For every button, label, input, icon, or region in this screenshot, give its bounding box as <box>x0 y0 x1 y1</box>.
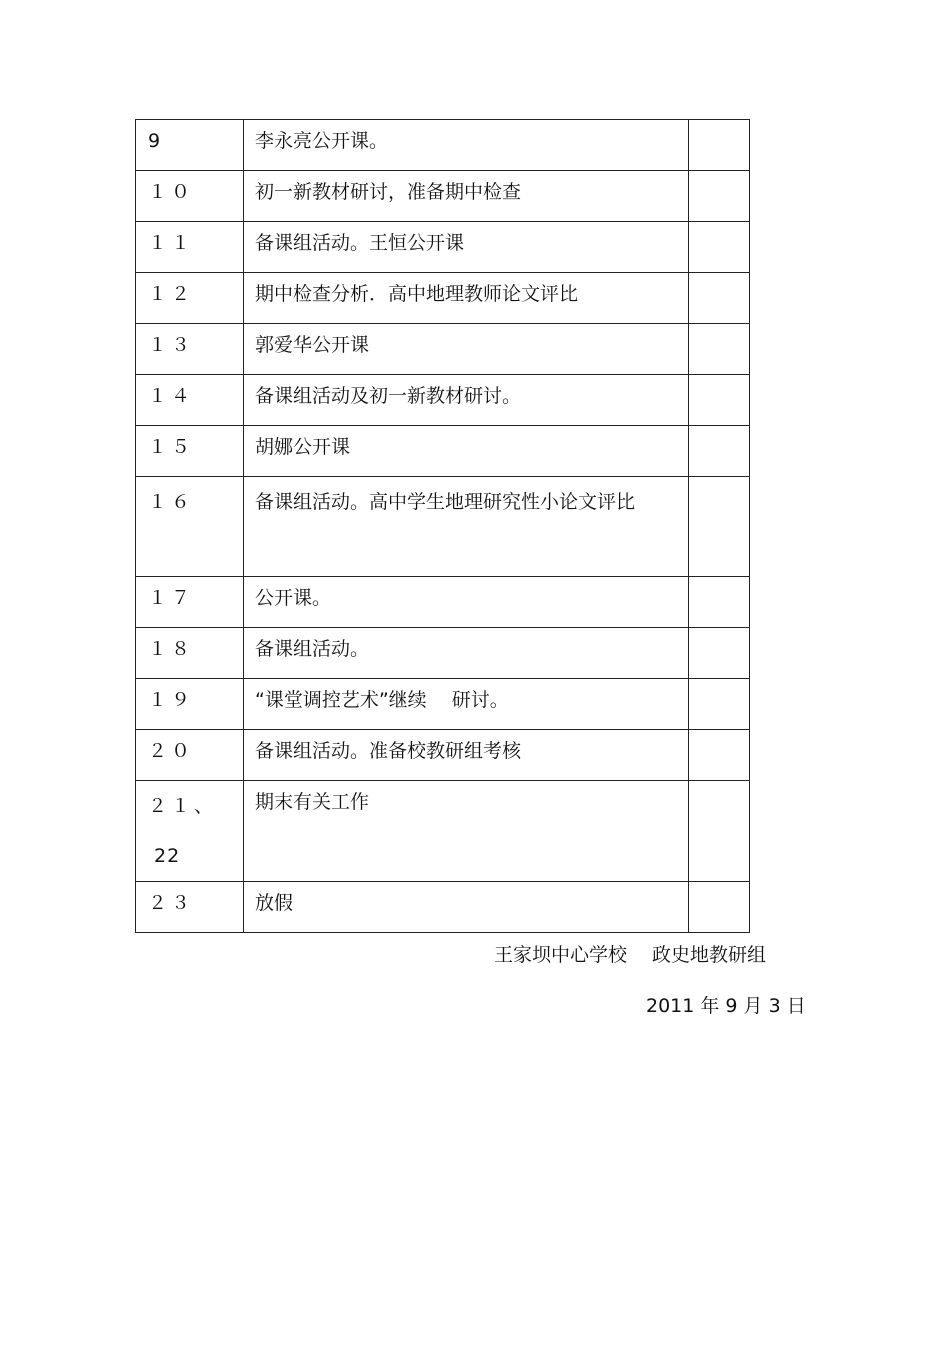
note-text <box>689 324 749 332</box>
week-cell <box>136 577 244 628</box>
content-cell <box>244 781 689 882</box>
week-number: １２ <box>148 283 195 305</box>
table-row <box>136 222 750 273</box>
table-row <box>136 781 750 882</box>
activity-text: 公开课。 <box>255 587 332 609</box>
table-row <box>136 426 750 477</box>
table-row <box>136 882 750 933</box>
week-number: １４ <box>148 385 195 407</box>
activity-text: 备课组活动。准备校教研组考核 <box>255 740 522 762</box>
week-number: １７ <box>148 587 195 609</box>
note-cell <box>689 426 750 477</box>
note-cell <box>689 222 750 273</box>
note-cell <box>689 628 750 679</box>
activity-text: 放假 <box>255 892 294 914</box>
note-text <box>689 882 749 890</box>
note-cell <box>689 730 750 781</box>
note-cell <box>689 781 750 882</box>
week-number: １８ <box>148 638 195 660</box>
footer-organization: 王家坝中心学校 政史地教研组 <box>494 944 767 966</box>
table-row <box>136 120 750 171</box>
week-number: １６ <box>148 491 195 513</box>
week-number: 9 <box>148 130 165 152</box>
note-cell <box>689 375 750 426</box>
week-cell <box>136 375 244 426</box>
table-row <box>136 324 750 375</box>
week-number: １９ <box>148 689 195 711</box>
week-cell <box>136 324 244 375</box>
week-cell <box>136 120 244 171</box>
week-number: ２０ <box>148 740 195 762</box>
content-cell <box>244 477 689 577</box>
week-cell <box>136 273 244 324</box>
content-cell <box>244 679 689 730</box>
content-cell <box>244 628 689 679</box>
content-cell <box>244 577 689 628</box>
week-cell <box>136 730 244 781</box>
activity-text: 期末有关工作 <box>255 791 370 813</box>
week-cell <box>136 426 244 477</box>
week-cell <box>136 882 244 933</box>
note-text <box>689 426 749 434</box>
activity-text: 李永亮公开课。 <box>255 130 389 152</box>
content-cell <box>244 882 689 933</box>
note-text <box>689 679 749 687</box>
note-text <box>689 375 749 383</box>
table-row <box>136 577 750 628</box>
table-row <box>136 477 750 577</box>
content-cell <box>244 273 689 324</box>
schedule-table <box>135 119 750 933</box>
activity-text: 郭爱华公开课 <box>255 334 370 356</box>
activity-text: 初一新教材研讨，准备期中检查 <box>255 181 522 203</box>
week-number: １３ <box>148 334 195 356</box>
note-text <box>689 171 749 179</box>
table-row <box>136 679 750 730</box>
content-cell <box>244 324 689 375</box>
note-text <box>689 628 749 636</box>
content-cell <box>244 171 689 222</box>
content-cell <box>244 375 689 426</box>
week-number-line1: ２１、 <box>148 795 218 817</box>
week-cell <box>136 171 244 222</box>
activity-text: 期中检查分析．高中地理教师论文评比 <box>255 283 579 305</box>
note-cell <box>689 577 750 628</box>
table-row <box>136 375 750 426</box>
note-cell <box>689 477 750 577</box>
activity-text: 胡娜公开课 <box>255 436 351 458</box>
note-cell <box>689 120 750 171</box>
note-text <box>689 577 749 585</box>
schedule-body <box>136 120 750 933</box>
content-cell <box>244 730 689 781</box>
activity-text: 备课组活动。 <box>255 638 370 660</box>
note-cell <box>689 882 750 933</box>
activity-text: 备课组活动。高中学生地理研究性小论文评比 <box>255 491 636 513</box>
note-cell <box>689 679 750 730</box>
week-cell <box>136 679 244 730</box>
footer-date: 2011 年 9 月 3 日 <box>646 995 806 1017</box>
note-cell <box>689 324 750 375</box>
note-text <box>689 730 749 738</box>
week-number <box>136 781 243 881</box>
week-number: ２３ <box>148 892 195 914</box>
week-cell <box>136 477 244 577</box>
note-text <box>689 273 749 281</box>
week-cell <box>136 781 244 882</box>
content-cell <box>244 120 689 171</box>
week-number: １１ <box>148 232 195 254</box>
content-cell <box>244 222 689 273</box>
week-cell <box>136 222 244 273</box>
table-row <box>136 628 750 679</box>
week-cell <box>136 628 244 679</box>
table-row <box>136 730 750 781</box>
table-row <box>136 171 750 222</box>
week-number: １０ <box>148 181 195 203</box>
note-text <box>689 222 749 230</box>
content-cell <box>244 426 689 477</box>
note-text <box>689 120 749 128</box>
activity-text: 备课组活动。王恒公开课 <box>255 232 465 254</box>
activity-text: “课堂调控艺术”继续 研讨。 <box>255 689 509 711</box>
note-cell <box>689 171 750 222</box>
table-row <box>136 273 750 324</box>
activity-text: 备课组活动及初一新教材研讨。 <box>255 385 522 407</box>
week-number: １５ <box>148 436 195 458</box>
note-cell <box>689 273 750 324</box>
week-number-line2: 22 <box>154 845 181 867</box>
